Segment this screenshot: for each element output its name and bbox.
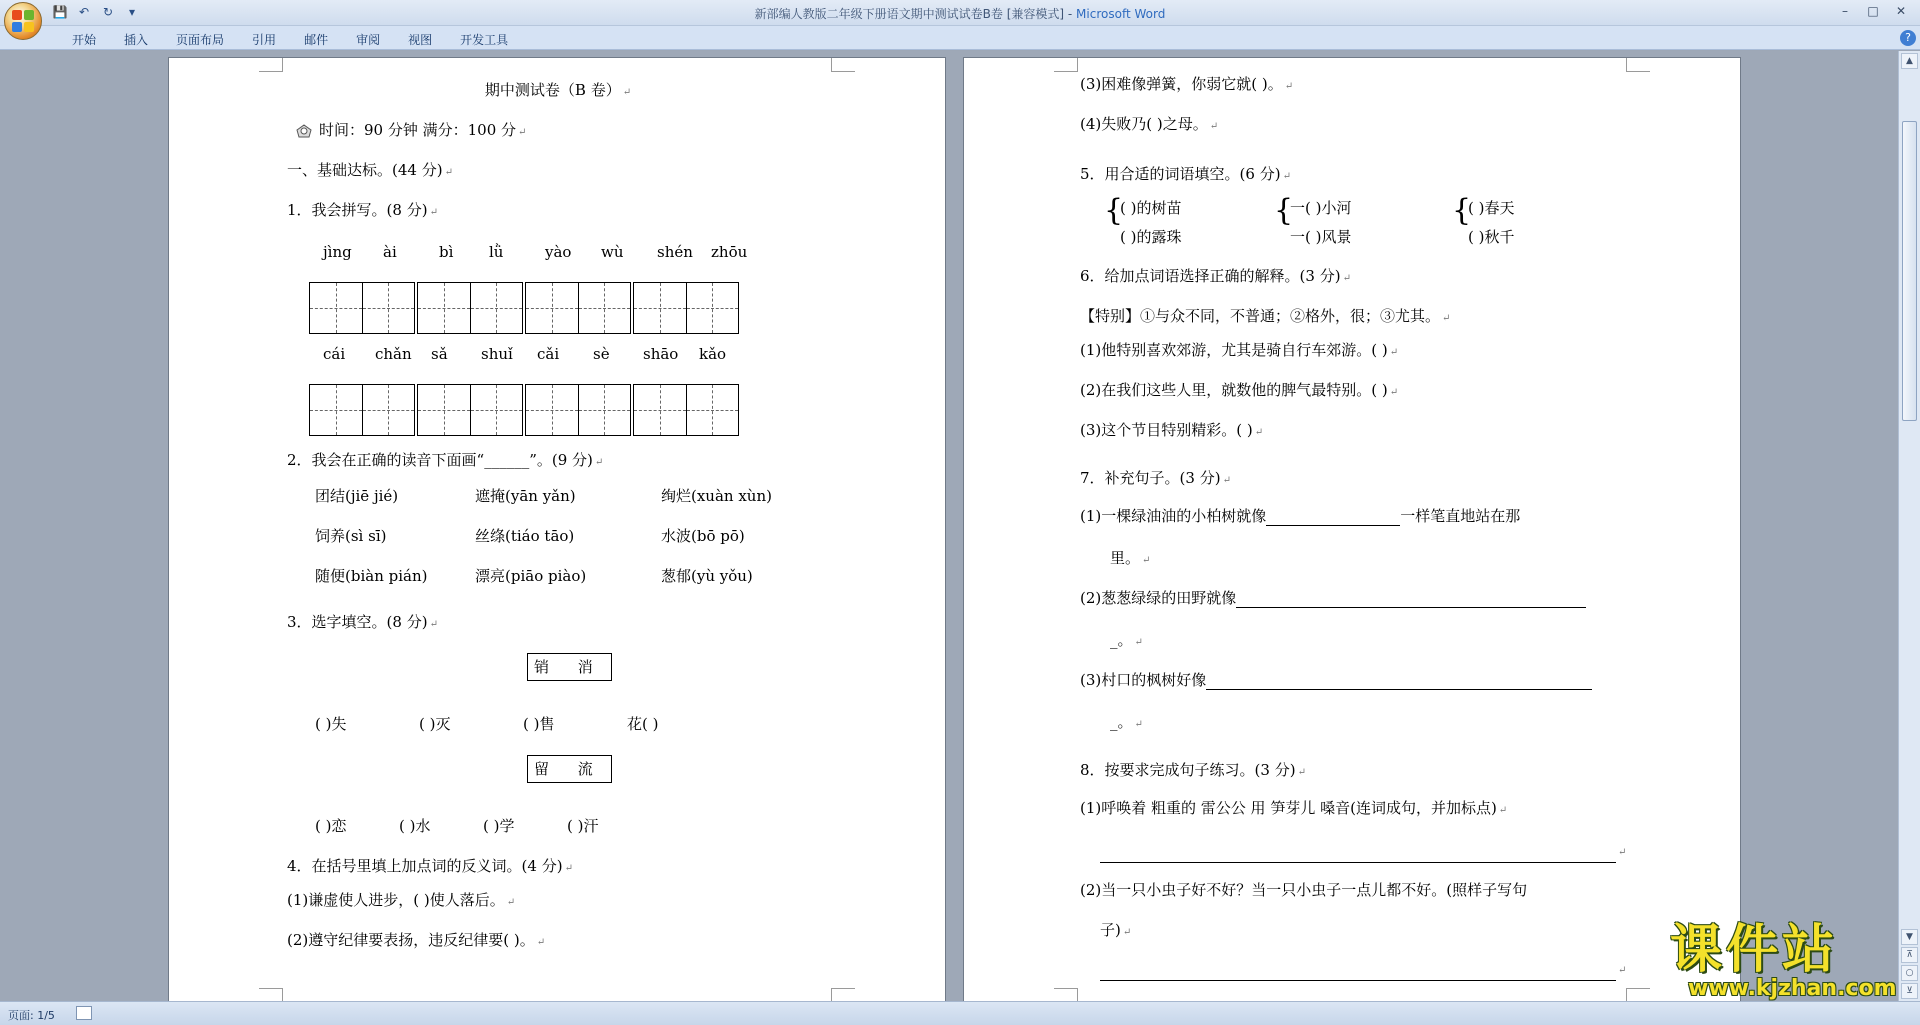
clock-icon: [295, 122, 313, 140]
tab-references[interactable]: 引用: [252, 33, 277, 47]
q3-blank: ( )失: [315, 715, 347, 733]
q6-definition: 【特别】①与众不同，不普通；②格外，很；③尤其。 ↵: [1080, 307, 1451, 325]
q8-item-2-cont-text: 子): [1100, 921, 1121, 939]
q7-item-1-cont: 里。 ↵: [1110, 549, 1151, 567]
question-8-text: 8．按要求完成句子练习。(3 分): [1080, 761, 1296, 779]
question-4-text: 4．在括号里填上加点词的反义词。(4 分): [287, 857, 563, 875]
pinyin: sǎ: [431, 345, 448, 363]
q6-item-2: (2)在我们这些人里，就数他的脾气最特别。( ) ↵: [1080, 381, 1399, 399]
minimize-button[interactable]: –: [1842, 4, 1848, 18]
q7-item-3-cont: _。 ↵: [1110, 713, 1143, 731]
question-6: 6．给加点词语选择正确的解释。(3 分) ↵: [1080, 267, 1351, 285]
customize-qat-icon[interactable]: ▾: [128, 5, 136, 19]
q2-row: [315, 566, 753, 586]
document-area[interactable]: [0, 51, 1898, 1001]
q4-item-3: (3)困难像弹簧，你弱它就( )。 ↵: [1080, 75, 1294, 93]
scroll-down-button[interactable]: ▼: [1901, 929, 1918, 945]
q7-item-2-cont-text: _。: [1110, 631, 1133, 649]
q2-item: 遮掩(yān yǎn): [475, 487, 576, 505]
question-5-text: 5．用合适的词语填空。(6 分): [1080, 165, 1281, 183]
page-1-content: [169, 58, 947, 1001]
q8-item-1-text: (1)呼唤着 粗重的 雷公公 用 笋芽儿 嗓音(连词成句，并加标点): [1080, 799, 1497, 817]
pinyin-row-2: [323, 344, 749, 364]
q8-answer-line-2: ↵: [1100, 958, 1626, 981]
q2-item: 丝绦(tiáo tāo): [475, 527, 575, 545]
question-3: 3．选字填空。(8 分) ↵: [287, 613, 438, 631]
q6-item-1-text: (1)他特别喜欢郊游，尤其是骑自行车郊游。( ): [1080, 341, 1388, 359]
q2-row: [315, 526, 745, 546]
q3-blank: 花( ): [627, 715, 659, 733]
previous-page-button[interactable]: ⊼: [1901, 947, 1918, 963]
tab-mailings[interactable]: 邮件: [304, 33, 329, 47]
pinyin: zhōu: [711, 243, 748, 261]
q5-item: 一( )小河: [1290, 199, 1352, 217]
q4-item-4-text: (4)失败乃( )之母。: [1080, 115, 1208, 133]
answer-line[interactable]: [1206, 674, 1592, 690]
window-title: [0, 5, 1920, 22]
q3-blank: ( )灭: [419, 715, 451, 733]
q2-item: 团结(jiē jié): [315, 487, 399, 505]
q4-item-2-text: (2)遵守纪律要表扬，违反纪律要( )。: [287, 931, 535, 949]
writing-grid-row-1: [309, 282, 739, 334]
tab-page-layout[interactable]: 页面布局: [176, 33, 225, 47]
q5-item: ( )春天: [1468, 199, 1515, 217]
maximize-button[interactable]: □: [1867, 4, 1879, 18]
page-1[interactable]: [168, 57, 946, 1001]
page-2-content: [964, 58, 1742, 1001]
pinyin: shén: [657, 243, 693, 261]
writing-box[interactable]: [525, 384, 631, 436]
q4-item-1: (1)谦虚使人进步，( )使人落后。 ↵: [287, 891, 516, 909]
question-7: 7．补充句子。(3 分) ↵: [1080, 469, 1231, 487]
q2-row: [315, 486, 772, 506]
q6-definition-text: 【特别】①与众不同，不普通；②格外，很；③尤其。: [1080, 307, 1441, 325]
tab-home[interactable]: 开始: [72, 33, 97, 47]
q2-item: 饲养(sì sī): [315, 527, 387, 545]
title-bar: [0, 0, 1920, 26]
question-5: 5．用合适的词语填空。(6 分) ↵: [1080, 165, 1291, 183]
question-8: 8．按要求完成句子练习。(3 分) ↵: [1080, 761, 1306, 779]
q3-blank: ( )水: [399, 817, 431, 835]
pinyin-row-1: [323, 242, 761, 262]
pinyin: lǜ: [489, 243, 504, 261]
watermark-url: www.kjzhan.com: [1688, 976, 1897, 1001]
question-4: 4．在括号里填上加点词的反义词。(4 分) ↵: [287, 857, 573, 875]
q4-item-2: (2)遵守纪律要表扬，违反纪律要( )。 ↵: [287, 931, 546, 949]
tab-review[interactable]: 审阅: [356, 33, 381, 47]
save-icon[interactable]: 💾: [52, 5, 68, 19]
brace: {: [1104, 193, 1124, 228]
title-separator: -: [1064, 7, 1077, 21]
window-controls: [1832, 2, 1914, 20]
pinyin: bì: [439, 243, 454, 261]
q5-item: 一( )风景: [1290, 228, 1352, 246]
q7-item-1-start: (1)一棵绿油油的小柏树就像: [1080, 507, 1267, 525]
scroll-thumb[interactable]: [1902, 121, 1917, 421]
writing-box[interactable]: [633, 282, 739, 334]
help-icon[interactable]: ?: [1900, 30, 1916, 46]
q8-answer-line-1: ↵: [1100, 840, 1626, 863]
answer-line[interactable]: [1266, 510, 1400, 526]
proofing-icon[interactable]: [76, 1006, 92, 1020]
word-box-2: 留 流: [527, 755, 612, 783]
exam-title: 期中测试卷（B 卷） ↵: [484, 81, 632, 99]
q8-item-2: [1080, 880, 1527, 900]
office-logo-icon: [12, 10, 34, 32]
q2-item: 随便(biàn pián): [315, 567, 428, 585]
q7-item-2-cont: _。 ↵: [1110, 631, 1143, 649]
watermark-logo: 课件站: [1670, 920, 1839, 980]
watermark: [1670, 920, 1905, 1005]
status-bar: [0, 1001, 1920, 1025]
pinyin: wù: [601, 243, 624, 261]
q4-item-4: (4)失败乃( )之母。 ↵: [1080, 115, 1219, 133]
q2-item: 葱郁(yù yǒu): [661, 567, 753, 585]
q5-item: ( )秋千: [1468, 228, 1515, 246]
exam-title-text: 期中测试卷（B 卷）: [484, 81, 621, 99]
q5-item: ( )的露珠: [1120, 228, 1182, 246]
next-page-button[interactable]: ⊻: [1901, 983, 1918, 999]
q3-blank: ( )汗: [567, 817, 599, 835]
section-1-heading: 一、基础达标。(44 分) ↵: [287, 161, 453, 179]
q7-item-3-cont-text: _。: [1110, 713, 1133, 731]
pinyin: cǎi: [537, 345, 560, 363]
q3-blank: ( )恋: [315, 817, 347, 835]
q2-item: 绚烂(xuàn xùn): [661, 487, 772, 505]
q2-item: 漂亮(piāo piào): [475, 567, 587, 585]
q7-item-2-text: (2)葱葱绿绿的田野就像: [1080, 589, 1237, 607]
q8-item-1: (1)呼唤着 粗重的 雷公公 用 笋芽儿 嗓音(连词成句，并加标点) ↵: [1080, 799, 1508, 817]
time-info-text: 时间：90 分钟 满分：100 分: [319, 121, 517, 139]
q5-item: ( )的树苗: [1120, 199, 1182, 217]
q3-blank: ( )售: [523, 715, 555, 733]
answer-line[interactable]: [1100, 847, 1616, 863]
office-button[interactable]: [4, 2, 42, 40]
q7-item-1: [1080, 506, 1520, 526]
q6-item-3: (3)这个节目特别精彩。( ) ↵: [1080, 421, 1264, 439]
q6-item-3-text: (3)这个节目特别精彩。( ): [1080, 421, 1253, 439]
pinyin: sè: [593, 345, 610, 363]
q3-blank: ( )学: [483, 817, 515, 835]
pinyin: shāo: [643, 345, 679, 363]
question-1: 1．我会拼写。(8 分) ↵: [287, 201, 438, 219]
writing-grid-row-2: [309, 384, 739, 436]
q7-item-1-end: 一样笔直地站在那: [1400, 507, 1521, 525]
q7-item-3: [1080, 670, 1592, 690]
question-3-text: 3．选字填空。(8 分): [287, 613, 428, 631]
q3-row-1: [315, 714, 658, 734]
pinyin: chǎn: [375, 345, 412, 363]
q8-item-2-cont: 子) ↵: [1100, 921, 1132, 939]
pinyin: ài: [383, 243, 397, 261]
pinyin: jìng: [323, 243, 352, 261]
section-1-text: 一、基础达标。(44 分): [287, 161, 443, 179]
q7-item-2: [1080, 588, 1586, 608]
ribbon-tabs: [0, 26, 1920, 50]
writing-box[interactable]: [309, 384, 415, 436]
question-6-text: 6．给加点词语选择正确的解释。(3 分): [1080, 267, 1341, 285]
pinyin: shuǐ: [481, 345, 513, 363]
page-2[interactable]: [963, 57, 1741, 1001]
writing-box[interactable]: [417, 282, 523, 334]
q8-item-2-text: (2)当一只小虫子好不好？当一只小虫子一点儿都不好。(照样子写句: [1080, 881, 1528, 899]
question-1-text: 1．我会拼写。(8 分): [287, 201, 428, 219]
brace: {: [1452, 193, 1472, 228]
question-7-text: 7．补充句子。(3 分): [1080, 469, 1221, 487]
writing-box[interactable]: [525, 282, 631, 334]
tab-view[interactable]: 视图: [408, 33, 433, 47]
scroll-up-button[interactable]: ▲: [1901, 53, 1918, 69]
redo-icon[interactable]: ↻: [102, 5, 114, 19]
close-button[interactable]: ✕: [1895, 4, 1907, 18]
document-title: 新部编人教版二年级下册语文期中测试试卷B卷 [兼容模式]: [754, 7, 1065, 21]
writing-box[interactable]: [309, 282, 415, 334]
q6-item-1: (1)他特别喜欢郊游，尤其是骑自行车郊游。( ) ↵: [1080, 341, 1399, 359]
pinyin: cái: [323, 345, 346, 363]
q7-item-1-cont-text: 里。: [1110, 549, 1141, 567]
pinyin: kǎo: [699, 345, 727, 363]
brace: {: [1274, 193, 1294, 228]
tab-list: [58, 29, 522, 50]
vertical-scrollbar[interactable]: [1898, 51, 1920, 1001]
answer-line[interactable]: [1236, 592, 1586, 608]
tab-insert[interactable]: 插入: [124, 33, 149, 47]
writing-box[interactable]: [633, 384, 739, 436]
q2-item: 水波(bō pō): [661, 527, 745, 545]
word-box-1: 销 消: [527, 653, 612, 681]
writing-box[interactable]: [417, 384, 523, 436]
question-2: 2．我会在正确的读音下面画“______”。(9 分) ↵: [287, 451, 604, 469]
q3-row-2: [315, 816, 598, 836]
app-name: Microsoft Word: [1076, 7, 1166, 21]
q4-item-3-text: (3)困难像弹簧，你弱它就( )。: [1080, 75, 1283, 93]
select-browse-object-button[interactable]: ○: [1901, 965, 1918, 981]
answer-line[interactable]: [1100, 965, 1616, 981]
question-2-text: 2．我会在正确的读音下面画“______”。(9 分): [287, 451, 593, 469]
page-count[interactable]: 页面: 1/5: [8, 1009, 55, 1022]
pinyin: yào: [545, 243, 572, 261]
undo-icon[interactable]: ↶: [78, 5, 90, 19]
time-info: 时间：90 分钟 满分：100 分 ↵: [295, 120, 526, 143]
q4-item-1-text: (1)谦虚使人进步，( )使人落后。: [287, 891, 505, 909]
q7-item-3-text: (3)村口的枫树好像: [1080, 671, 1207, 689]
tab-developer[interactable]: 开发工具: [460, 33, 509, 47]
q6-item-2-text: (2)在我们这些人里，就数他的脾气最特别。( ): [1080, 381, 1388, 399]
